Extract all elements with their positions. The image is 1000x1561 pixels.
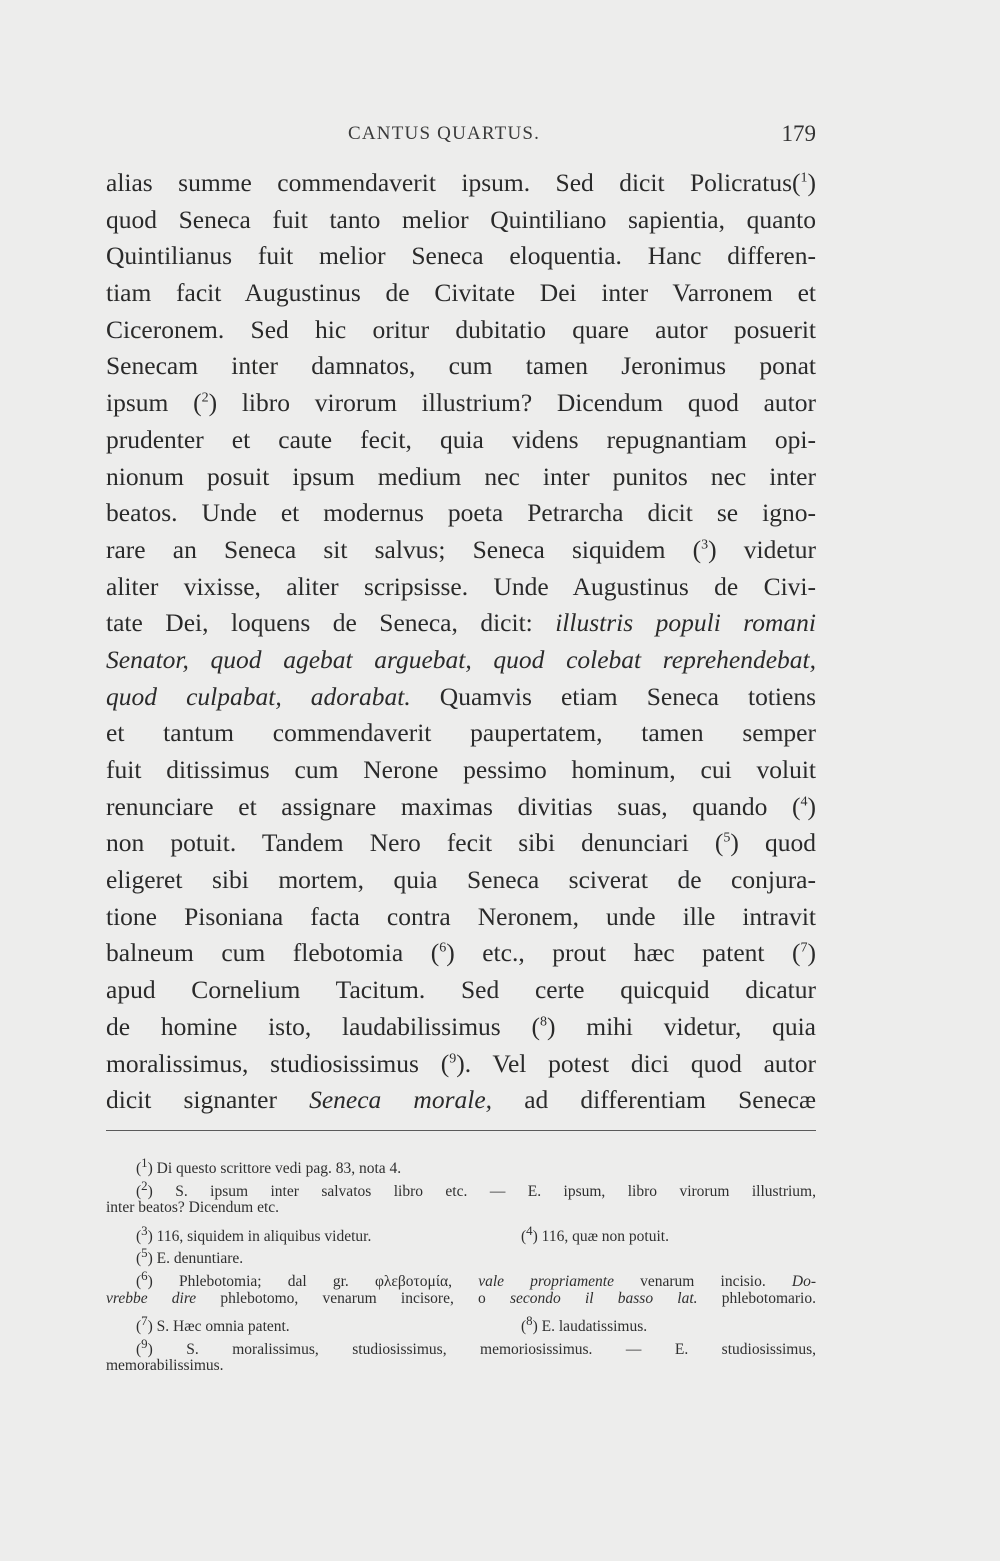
- text-line: [106, 715, 816, 752]
- text-line: [106, 238, 816, 275]
- italic-text: illustris populi romani: [555, 608, 817, 638]
- text-run: beatos. Unde et modernus poeta Petrarcha dicit se igno-: [106, 498, 816, 528]
- text-run: ) libro virorum illustrium? Dicendum quod autor: [208, 388, 816, 418]
- footnote-marker: 8: [539, 1014, 547, 1030]
- footnote-8: ($^8$) E. laudatissimus.: [521, 1313, 648, 1336]
- text-line: [106, 532, 816, 569]
- footnote-4: ($^4$) 116, quæ non potuit.: [521, 1222, 669, 1245]
- text-run: fuit ditissimus cum Nerone pessimo hominum, cui voluit: [106, 755, 816, 784]
- footnote-marker: 5: [723, 830, 731, 846]
- page-number: 179: [781, 121, 816, 146]
- text-run: renunciare et assignare maximas divitias suas, quando (: [106, 791, 801, 821]
- text-line: [106, 348, 816, 385]
- text-line: [106, 1009, 816, 1046]
- text-line: [106, 165, 816, 202]
- text-run: ipsum (: [106, 388, 202, 418]
- text-line: [106, 385, 816, 422]
- text-line: [106, 935, 816, 972]
- text-line: [106, 605, 816, 642]
- footnote-7: ($^7$) S. Hæc omnia patent.: [136, 1313, 290, 1336]
- text-run: ) mihi videtur, quia: [546, 1011, 816, 1041]
- text-run: rare an Seneca sit salvus; Seneca siquidem (: [106, 534, 702, 564]
- text-line: [106, 679, 816, 716]
- footnote-marker: 6: [439, 940, 447, 956]
- text-run: moralissimus, studiosissimus (: [106, 1048, 450, 1078]
- text-line: [106, 862, 816, 899]
- footnote-7-8-row: [106, 1310, 816, 1336]
- text-run: ad differentiam Senecæ: [492, 1085, 816, 1115]
- text-run: aliter vixisse, aliter scripsisse. Unde Augustinus de Civi-: [106, 571, 816, 601]
- italic-text: Senator, quod agebat arguebat, quod colebat reprehendebat,: [106, 644, 816, 674]
- footnote-marker: 2: [201, 390, 209, 406]
- text-run: dicit signanter: [106, 1085, 310, 1115]
- text-run: ): [807, 791, 816, 821]
- text-run: Quamvis etiam Seneca totiens: [410, 681, 817, 711]
- text-line: [106, 642, 816, 679]
- text-run: tione Pisoniana facta contra Neronem, unde ille intravit: [106, 901, 816, 931]
- footnote-2: ($^2$) S. ipsum inter salvatos libro etc. — E. ipsum, libro virorum illustrium,: [136, 1177, 816, 1200]
- text-run: non potuit. Tandem Nero fecit sibi denunciari (: [106, 828, 724, 858]
- footnote-marker: 4: [800, 794, 808, 810]
- running-head: CANTUS QUARTUS.: [348, 123, 541, 144]
- text-line: [106, 752, 816, 789]
- text-run: alias summe commendaverit ipsum. Sed dicit Policratus(: [106, 168, 801, 197]
- text-run: quod Seneca fuit tanto melior Quintiliano sapientia, quanto: [106, 204, 816, 234]
- text-run: tate Dei, loquens de Seneca, dicit:: [106, 608, 556, 638]
- text-line: [106, 459, 816, 496]
- footnote-9: ($^9$) S. moralissimus, studiosissimus, memoriosissimus. — E. studiosissimus,: [136, 1335, 816, 1358]
- text-run: ) etc., prout hæc patent (: [446, 938, 801, 968]
- footnote-2-continued: inter beatos? Dicendum etc.: [106, 1199, 280, 1217]
- text-run: eligeret sibi mortem, quia Seneca sciverat de conjura-: [106, 865, 816, 895]
- text-line: [106, 495, 816, 532]
- page-header: [106, 116, 816, 152]
- text-line: [106, 569, 816, 606]
- text-run: apud Cornelium Tacitum. Sed certe quicquid dicatur: [106, 975, 816, 1005]
- text-line: [106, 275, 816, 312]
- text-line: [106, 972, 816, 1009]
- text-run: de homine isto, laudabilissimus (: [106, 1011, 540, 1041]
- footnote-marker: 1: [800, 170, 808, 186]
- text-line: [106, 899, 816, 936]
- italic-text: quod culpabat, adorabat.: [106, 681, 411, 711]
- text-run: ) videtur: [708, 534, 816, 564]
- text-line: [106, 1082, 816, 1119]
- text-run: ) quod: [730, 828, 816, 858]
- text-run: Ciceronem. Sed hic oritur dubitatio quare autor posuerit: [106, 314, 816, 344]
- footnote-5: ($^5$) E. denuntiare.: [136, 1245, 244, 1268]
- text-line: [106, 789, 816, 826]
- footnote-1: ($^1$) Di questo scrittore vedi pag. 83, nota 4.: [136, 1155, 402, 1178]
- text-run: Senecam inter damnatos, cum tamen Jeronimus ponat: [106, 351, 816, 381]
- footnotes: [106, 1152, 816, 1378]
- text-run: et tantum commendaverit paupertatem, tamen semper: [106, 718, 816, 748]
- footnote-9-continued: memorabilissimus.: [106, 1357, 224, 1375]
- footnote-marker: 9: [449, 1051, 457, 1066]
- text-run: prudenter et caute fecit, quia videns repugnantiam opi-: [106, 424, 816, 454]
- footnote-6-continued: vrebbe dire phlebotomo, venarum incisore, o secondo il basso lat. phlebotomario.: [106, 1289, 816, 1307]
- italic-text: Seneca morale,: [309, 1085, 493, 1115]
- main-text: [106, 165, 816, 1119]
- footnote-3: ($^3$) 116, siquidem in aliquibus videtur.: [136, 1222, 372, 1245]
- text-run: nionum posuit ipsum medium nec inter punitos nec inter: [106, 461, 816, 491]
- footnote-rule: [106, 1130, 816, 1131]
- text-run: balneum cum flebotomia (: [106, 938, 440, 968]
- footnote-6: ($^6$) Phlebotomia; dal gr. φλεβοτομία, vale propriamente venarum incisio. Do-: [136, 1267, 816, 1291]
- text-run: ): [807, 938, 816, 968]
- text-run: tiam facit Augustinus de Civitate Dei inter Varronem et: [106, 278, 816, 308]
- footnote-marker: 7: [800, 940, 808, 956]
- text-run: ): [807, 168, 816, 197]
- footnote-marker: 3: [701, 537, 709, 553]
- text-run: ). Vel potest dici quod autor: [456, 1048, 816, 1078]
- text-line: [106, 825, 816, 862]
- text-line: [106, 422, 816, 459]
- text-line: [106, 312, 816, 349]
- text-run: Quintilianus fuit melior Seneca eloquentia. Hanc differen-: [106, 241, 816, 271]
- text-line: [106, 202, 816, 239]
- text-line: [106, 1046, 816, 1083]
- footnote-3-4-row: [106, 1220, 816, 1243]
